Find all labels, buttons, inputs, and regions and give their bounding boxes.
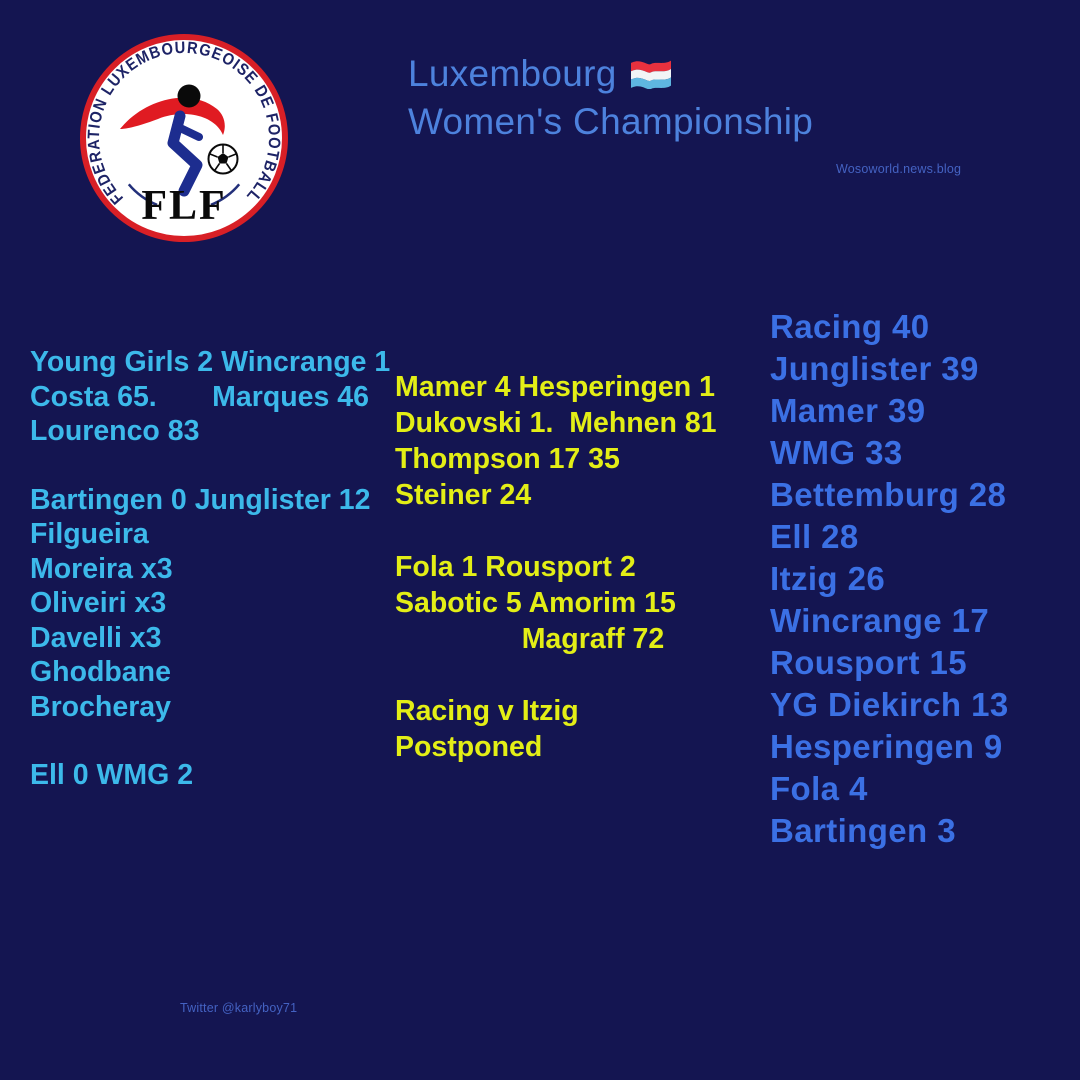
title-line-1	[408, 50, 813, 98]
luxembourg-flag-icon	[631, 59, 671, 89]
team-points: 28	[821, 518, 859, 555]
standing-row	[770, 810, 1009, 852]
result-line: Filgueira	[30, 518, 149, 550]
standings-table	[770, 306, 1009, 852]
flf-logo-image	[76, 30, 292, 246]
logo-player-head	[178, 85, 201, 108]
result-line: Lourenco 83	[30, 415, 200, 447]
team-name: Wincrange	[770, 602, 942, 639]
team-name: Racing	[770, 308, 883, 345]
twitter-credit: Twitter @karlyboy71	[180, 1001, 298, 1015]
team-points: 39	[887, 392, 926, 429]
team-points: 39	[941, 350, 979, 387]
result-line: Sabotic 5 Amorim 15	[395, 587, 676, 619]
result-line: Thompson 17 35	[395, 443, 620, 475]
standing-row	[770, 432, 1009, 474]
result-line: Steiner 24	[395, 479, 532, 511]
results-column-left	[30, 345, 390, 827]
result-line: Postponed	[395, 731, 543, 763]
result-line: Young Girls 2 Wincrange 1	[30, 346, 391, 378]
result-line: Fola 1 Rousport 2	[395, 551, 636, 583]
standing-row	[770, 348, 1009, 390]
standing-row	[770, 768, 1009, 810]
logo-soccer-ball	[209, 145, 238, 174]
result-line: Brocheray	[30, 690, 171, 723]
standing-row	[770, 684, 1009, 726]
blog-credit: Wosoworld.news.blog	[836, 162, 962, 176]
standing-row	[770, 558, 1009, 600]
match-result	[30, 758, 390, 793]
result-line: Dukovski 1. Mehnen 81	[395, 407, 717, 439]
standing-row	[770, 516, 1009, 558]
standing-row	[770, 726, 1009, 768]
page-title	[408, 50, 813, 146]
team-points: 40	[892, 308, 930, 345]
logo-monogram: FLF	[141, 183, 227, 229]
results-column-middle	[395, 369, 717, 801]
standing-row	[770, 306, 1009, 348]
team-points: 33	[865, 434, 903, 471]
team-points: 28	[968, 476, 1007, 513]
team-points: 4	[849, 770, 868, 807]
result-line: Magraff 72	[395, 623, 665, 655]
team-points: 15	[929, 644, 967, 681]
flf-logo	[76, 30, 292, 246]
result-line: Moreira x3	[30, 552, 173, 585]
match-result	[30, 483, 390, 725]
result-line: Davelli x3	[30, 621, 162, 654]
team-name: Itzig	[770, 560, 838, 597]
result-line: Ell 0 WMG 2	[30, 759, 194, 791]
result-line: Oliveiri x3	[30, 587, 167, 619]
team-points: 3	[937, 812, 956, 849]
team-points: 13	[971, 686, 1009, 723]
result-line: Racing v Itzig	[395, 695, 579, 727]
standing-row	[770, 642, 1009, 684]
team-name: Junglister	[770, 350, 932, 387]
team-name: YG Diekirch	[770, 686, 962, 723]
team-points: 26	[847, 560, 886, 597]
result-line: Mamer 4 Hesperingen 1	[395, 371, 715, 403]
standing-row	[770, 474, 1009, 516]
team-name: Hesperingen	[770, 728, 975, 765]
standing-row	[770, 390, 1009, 432]
title-text-2: Women's Championship	[408, 101, 814, 142]
team-name: Ell	[770, 518, 812, 555]
match-result	[395, 693, 717, 765]
result-line: Bartingen 0 Junglister 12	[30, 483, 371, 516]
team-name: Bettemburg	[770, 476, 960, 513]
standing-row	[770, 600, 1009, 642]
team-points: 9	[983, 728, 1003, 765]
team-name: WMG	[770, 434, 856, 471]
team-name: Rousport	[770, 644, 920, 681]
team-name: Mamer	[770, 392, 879, 429]
team-name: Bartingen	[770, 812, 928, 849]
title-text-1: Luxembourg	[408, 53, 617, 94]
result-line: Ghodbane	[30, 656, 171, 688]
result-line: Costa 65. Marques 46	[30, 380, 369, 413]
team-points: 17	[951, 602, 990, 639]
match-result	[395, 369, 717, 513]
logo-ring-text: FEDERATION LUXEMBOURGEOISE DE FOOTBALL	[84, 38, 284, 208]
match-result	[30, 345, 390, 449]
team-name: Fola	[770, 770, 840, 807]
match-result	[395, 549, 717, 657]
